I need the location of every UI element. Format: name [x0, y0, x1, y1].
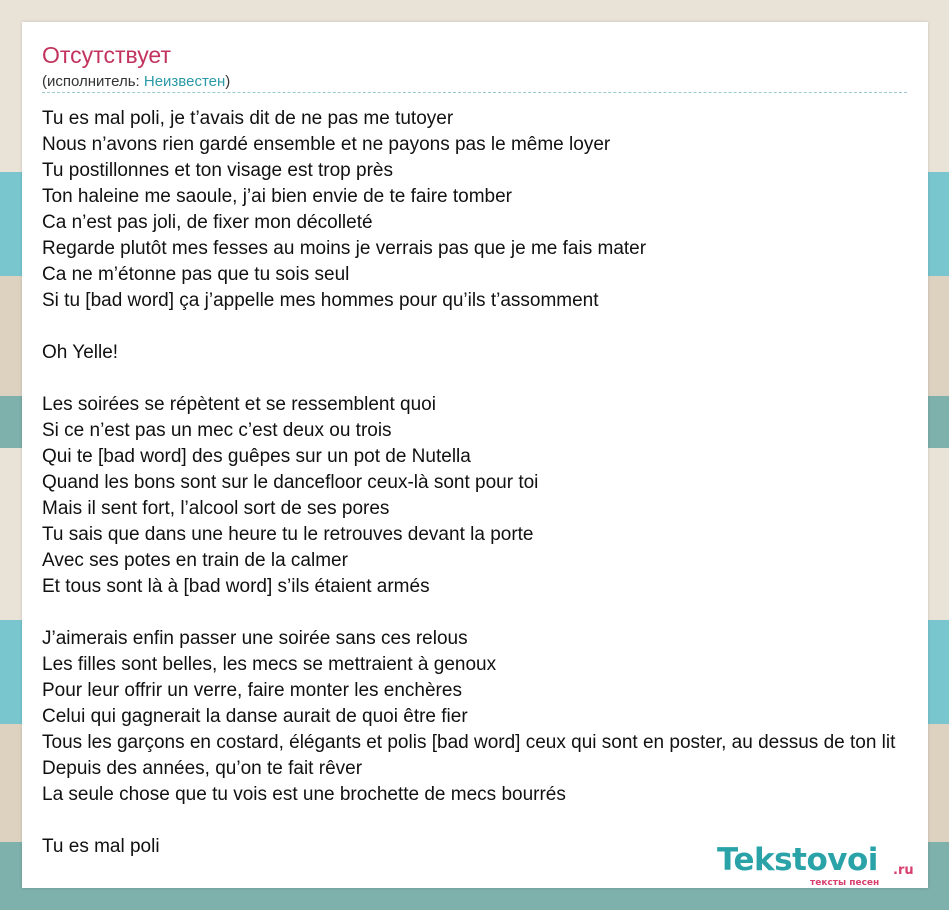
lyrics-line: La seule chose que tu vois est une brochette de mecs bourrés [42, 784, 566, 805]
lyrics-line: Pour leur offrir un verre, faire monter les enchères [42, 680, 462, 701]
lyrics-line: Les soirées se répètent et se ressemblent quoi [42, 394, 436, 415]
lyrics-line: Tu es mal poli, je t’avais dit de ne pas me tutoyer [42, 108, 454, 129]
lyrics-blank-line [42, 808, 928, 834]
lyrics-blank-line [42, 366, 928, 392]
lyrics-line: Tu sais que dans une heure tu le retrouves devant la porte [42, 524, 534, 545]
lyrics-line: Si tu [bad word] ça j’appelle mes hommes pour qu’ils t’assomment [42, 290, 599, 311]
lyrics-line: Quand les bons sont sur le dancefloor ceux-là sont pour toi [42, 472, 539, 493]
logo-tagline: тексты песен [810, 878, 880, 888]
artist-link[interactable]: Неизвестен [143, 73, 226, 90]
lyrics-line: Si ce n’est pas un mec c’est deux ou trois [42, 420, 392, 441]
lyrics-line: Ca ne m’étonne pas que tu sois seul [42, 264, 350, 285]
lyrics-line: Ton haleine me saoule, j’ai bien envie de te faire tomber [42, 186, 513, 207]
lyrics-line: Celui qui gagnerait la danse aurait de quoi être fier [42, 706, 468, 727]
lyrics-line: Avec ses potes en train de la calmer [42, 550, 348, 571]
lyrics-line: Depuis des années, qu’on te fait rêver [42, 758, 363, 779]
lyrics-blank-line [42, 314, 928, 340]
logo-tld: .ru [893, 863, 914, 878]
logo-wordmark: Tekstovoi [717, 842, 878, 878]
lyrics-line: Nous n’avons rien gardé ensemble et ne payons pas le même loyer [42, 134, 611, 155]
lyrics-line: Mais il sent fort, l’alcool sort de ses pores [42, 498, 390, 519]
artist-prefix: (исполнитель: [42, 73, 144, 90]
lyrics-line: Regarde plutôt mes fesses au moins je verrais pas que je me fais mater [42, 238, 647, 259]
lyrics-card [22, 22, 928, 888]
lyrics-line: Qui te [bad word] des guêpes sur un pot de Nutella [42, 446, 471, 467]
lyrics-line: J’aimerais enfin passer une soirée sans ces relous [42, 628, 468, 649]
title-divider [42, 92, 907, 93]
lyrics-line: Tous les garçons en costard, élégants et polis [bad word] ceux qui sont en poster, au dessus de ton lit [42, 732, 896, 753]
site-logo[interactable] [717, 842, 917, 886]
lyrics-line: Tu postillonnes et ton visage est trop près [42, 160, 393, 181]
artist-line [42, 73, 230, 90]
lyrics-line: Ca n’est pas joli, de fixer mon décolleté [42, 212, 373, 233]
lyrics-line: Oh Yelle! [42, 342, 119, 363]
lyrics-line: Les filles sont belles, les mecs se mettraient à genoux [42, 654, 497, 675]
lyrics-line: Et tous sont là à [bad word] s’ils étaient armés [42, 576, 430, 597]
lyrics-line: Tu es mal poli [42, 836, 160, 857]
lyrics-blank-line [42, 600, 928, 626]
song-title: Отсутствует [42, 42, 171, 68]
artist-suffix: ) [225, 73, 231, 90]
lyrics-text [42, 106, 928, 860]
